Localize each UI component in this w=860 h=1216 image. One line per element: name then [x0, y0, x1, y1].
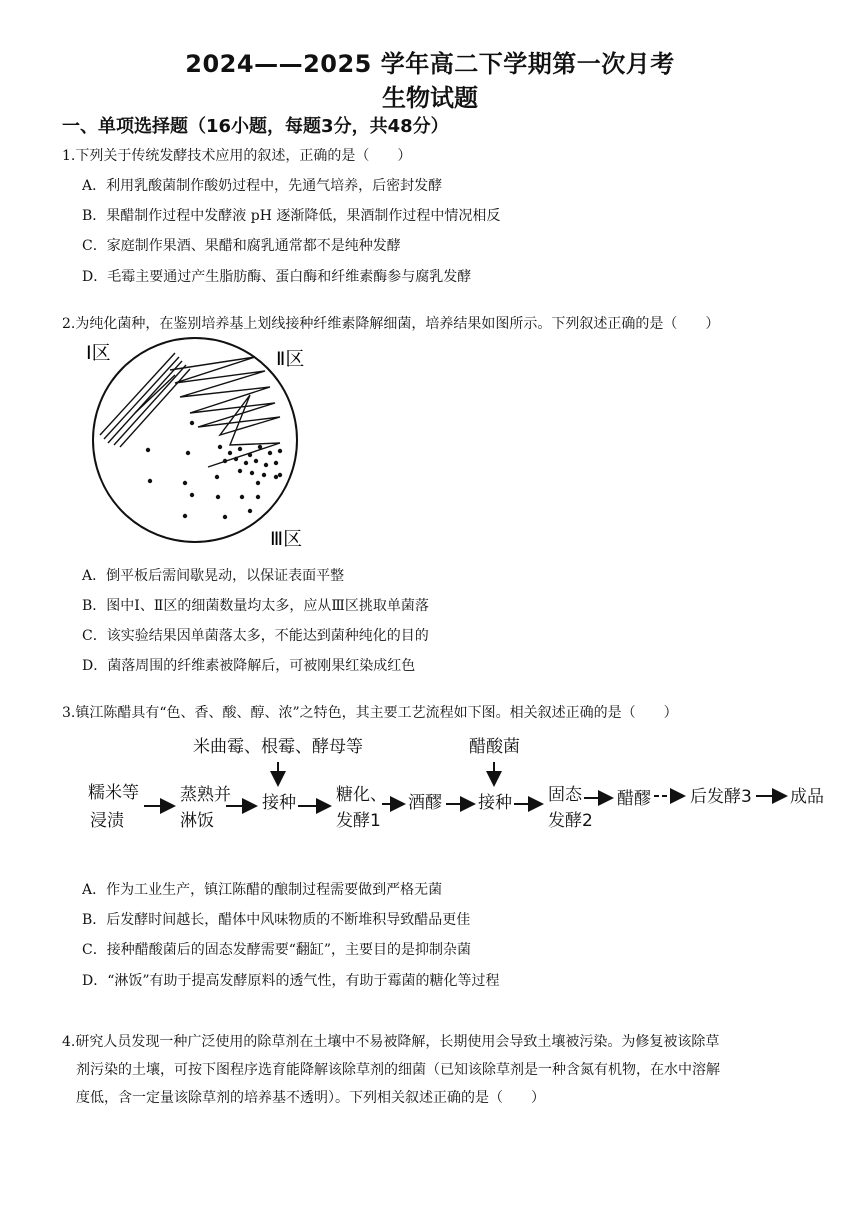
question-4-stem	[62, 1028, 782, 1112]
zone-1-streaks	[100, 353, 190, 447]
section-heading: 一、单项选择题（16小题，每题3分，共48分）	[62, 116, 449, 137]
flow-step-7a: 固态	[548, 785, 582, 805]
flow-top-label-2: 醋酸菌	[469, 737, 520, 757]
question-1-option-c: C．家庭制作果酒、果醋和腐乳通常都不是纯种发酵	[82, 238, 401, 254]
flow-step-1b: 浸渍	[90, 811, 124, 831]
flow-step-6: 接种	[478, 793, 512, 813]
question-2-option-a: A．倒平板后需间歇晃动，以保证表面平整	[82, 568, 345, 584]
flow-step-3: 接种	[262, 793, 296, 813]
petri-dish	[93, 338, 297, 542]
flow-step-8: 醋醪	[617, 789, 651, 809]
petri-dish-figure	[80, 335, 340, 555]
flow-step-1a: 糯米等	[88, 783, 139, 803]
question-4-line-1: 4.研究人员发现一种广泛使用的除草剂在土壤中不易被降解，长期使用会导致土壤被污染。为修复被该除草	[62, 1034, 720, 1050]
exam-subject: 生物试题	[382, 84, 478, 112]
flow-top-label-1: 米曲霉、根霉、酵母等	[193, 737, 363, 757]
flow-step-2a: 蒸熟并	[180, 785, 231, 805]
flow-step-5: 酒醪	[408, 793, 442, 813]
question-3-option-c: C．接种醋酸菌后的固态发酵需要“翻缸”，主要目的是抑制杂菌	[82, 942, 472, 958]
question-3-stem: 3.镇江陈醋具有“色、香、酸、醇、浓”之特色，其主要工艺流程如下图。相关叙述正确的是（ ）	[62, 705, 678, 721]
exam-title: 2024——2025 学年高二下学期第一次月考	[185, 50, 675, 78]
question-1-option-a: A．利用乳酸菌制作酸奶过程中，先通气培养，后密封发酵	[82, 178, 443, 194]
question-3-option-d: D．“淋饭”有助于提高发酵原料的透气性，有助于霉菌的糖化等过程	[82, 973, 500, 989]
question-1-option-d: D．毛霉主要通过产生脂肪酶、蛋白酶和纤维素酶参与腐乳发酵	[82, 269, 472, 285]
zone-1-label: Ⅰ区	[86, 342, 111, 364]
question-1-option-b: B．果醋制作过程中发酵液 pH 逐渐降低，果酒制作过程中情况相反	[82, 208, 501, 224]
colonies	[146, 421, 282, 519]
question-2-stem: 2.为纯化菌种，在鉴别培养基上划线接种纤维素降解细菌，培养结果如图所示。下列叙述正确的是（ ）	[62, 316, 720, 332]
question-2-option-d: D．菌落周围的纤维素被降解后，可被刚果红染成红色	[82, 658, 416, 674]
zone-3-label: Ⅲ区	[270, 528, 303, 550]
question-1-stem: 1.下列关于传统发酵技术应用的叙述，正确的是（ ）	[62, 148, 412, 164]
zone-2-label: Ⅱ区	[276, 348, 305, 370]
question-4-line-3: 度低，含一定量该除草剂的培养基不透明）。下列相关叙述正确的是（ ）	[76, 1090, 545, 1106]
zone-2-streak	[170, 357, 280, 445]
question-2-option-c: C．该实验结果因单菌落太多，不能达到菌种纯化的目的	[82, 628, 429, 644]
question-3-option-a: A．作为工业生产，镇江陈醋的酿制过程需要做到严格无菌	[82, 882, 443, 898]
flow-step-4b: 发酵1	[336, 811, 381, 831]
vinegar-process-flowchart	[80, 728, 840, 868]
flow-step-7b: 发酵2	[548, 811, 593, 831]
question-2-option-b: B．图中Ⅰ、Ⅱ区的细菌数量均太多，应从Ⅲ区挑取单菌落	[82, 598, 429, 614]
flow-step-2b: 淋饭	[180, 811, 214, 831]
flow-step-10: 成品	[790, 787, 824, 807]
question-3-option-b: B．后发酵时间越长，醋体中风味物质的不断堆积导致醋品更佳	[82, 912, 471, 928]
flow-step-9: 后发酵3	[690, 787, 752, 807]
question-4-line-2: 剂污染的土壤，可按下图程序选育能降解该除草剂的细菌（已知该除草剂是一种含氮有机物，在水中溶解	[76, 1062, 720, 1078]
flow-step-4a: 糖化、	[336, 785, 387, 805]
